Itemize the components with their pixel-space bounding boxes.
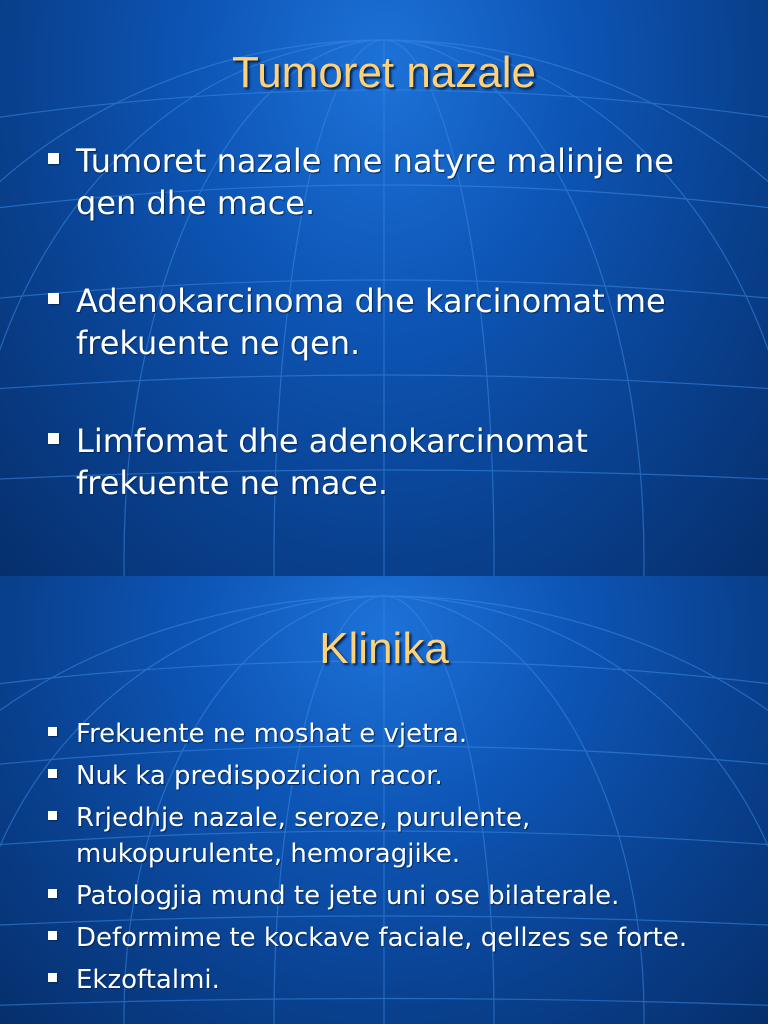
list-item [44, 420, 744, 504]
list-item [44, 878, 744, 914]
bullet-text: Deformime te kockave faciale, qellzes se forte. [76, 923, 688, 953]
bullet-square-icon [48, 811, 57, 820]
bullet-text: Patologjia mund te jete uni ose bilaterale. [76, 881, 620, 911]
bullet-text: Rrjedhje nazale, seroze, purulente, mukopurulente, hemoragjike. [76, 803, 531, 869]
bullet-square-icon [48, 769, 57, 778]
list-item [44, 920, 744, 956]
bullet-list [44, 716, 744, 1004]
bullet-square-icon [48, 889, 57, 898]
bullet-text: Frekuente ne moshat e vjetra. [76, 719, 468, 749]
bullet-text: Adenokarcinoma dhe karcinomat me frekuente ne qen. [76, 282, 666, 362]
list-item [44, 800, 744, 872]
bullet-text: Ekzoftalmi. [76, 965, 220, 995]
bullet-square-icon [48, 727, 57, 736]
bullet-text: Nuk ka predispozicion racor. [76, 761, 443, 791]
list-item [44, 280, 744, 364]
slide-title: Tumoret nazale [231, 48, 537, 97]
bullet-square-icon [48, 433, 59, 444]
bullet-list [44, 140, 744, 560]
list-item [44, 758, 744, 794]
bullet-text: Limfomat dhe adenokarcinomat frekuente ne mace. [76, 422, 588, 502]
list-item [44, 140, 744, 224]
slide-title: Klinika [319, 624, 449, 673]
list-item [44, 962, 744, 998]
slide-klinika [0, 576, 768, 1024]
bullet-square-icon [48, 973, 57, 982]
bullet-square-icon [48, 293, 59, 304]
bullet-text: Tumoret nazale me natyre malinje ne qen dhe mace. [76, 142, 674, 222]
bullet-square-icon [48, 153, 59, 164]
list-item [44, 716, 744, 752]
bullet-square-icon [48, 931, 57, 940]
